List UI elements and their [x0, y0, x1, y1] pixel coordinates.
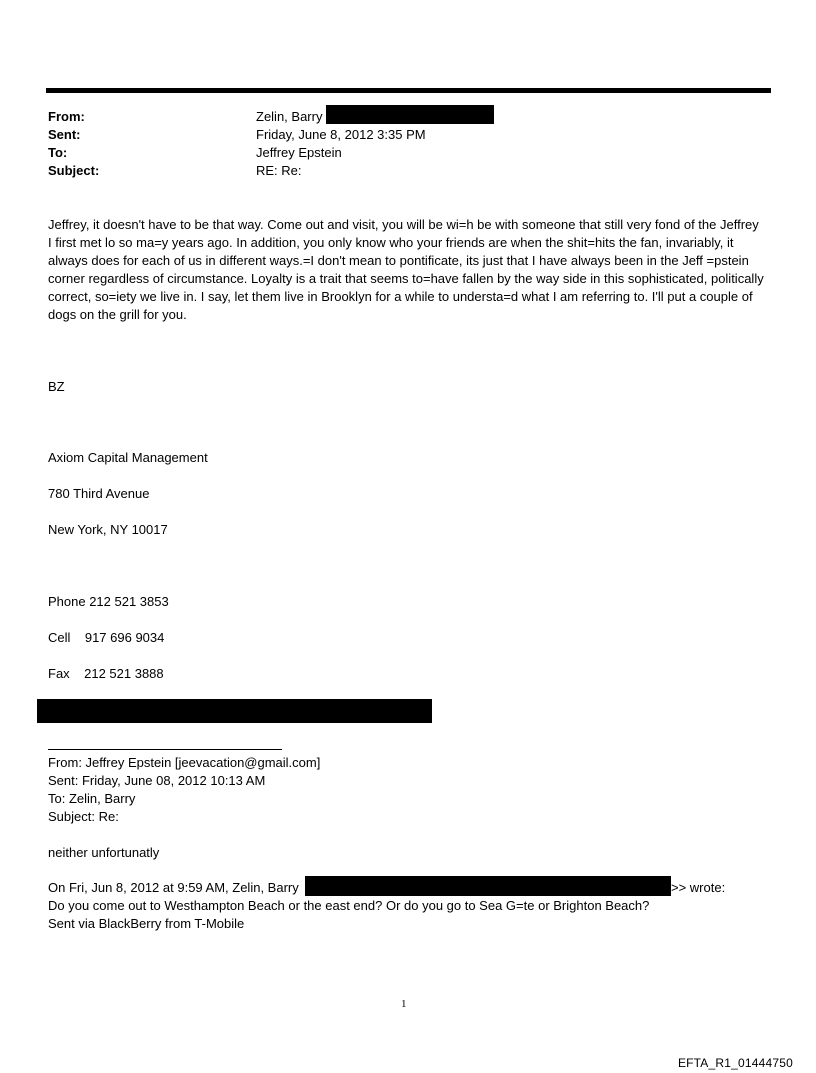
cell-number: Cell 917 696 9034: [48, 630, 165, 645]
to-row: [48, 144, 342, 162]
subject-row: [48, 162, 302, 180]
quoted-sent: Sent: Friday, June 08, 2012 10:13 AM: [48, 773, 266, 788]
message-body: Jeffrey, it doesn't have to be that way. Come out and visit, you will be wi=h be with someone that still very fond of the Jeffrey I first met lo so ma=y years ago. In addition, you only know who your friends are when the shit=hits the fan, invariably, it always does for each of us in different ways.=I don't mean to pontificate, its just that I have always been in the Jeff =pstein corner regardless of circumstance. Loyalty is a trait that seems to=have fallen by the way side in this sophisticated, politically correct, so=iety we live in. I say, let them live in Brooklyn for a while to understa=d what I am referring to. I'll put a couple of dogs on the grill for you.: [48, 217, 764, 322]
quoted-separator: [48, 749, 282, 750]
quoted-from: From: Jeffrey Epstein [jeevacation@gmail.com]: [48, 755, 321, 770]
quoted-reply: neither unfortunatly: [48, 845, 160, 860]
phone-number: Phone 212 521 3853: [48, 594, 169, 609]
wrote-prefix: On Fri, Jun 8, 2012 at 9:59 AM, Zelin, Barry: [48, 880, 299, 895]
fax-number: Fax 212 521 3888: [48, 666, 164, 681]
sent-value: Friday, June 8, 2012 3:35 PM: [256, 127, 426, 142]
signoff: BZ: [48, 379, 65, 394]
subject-value: RE: Re:: [256, 163, 302, 178]
address-line-1: 780 Third Avenue: [48, 486, 150, 501]
sent-row: [48, 126, 426, 144]
redaction-block: [305, 876, 671, 896]
quoted-to: To: Zelin, Barry: [48, 791, 136, 806]
document-id: EFTA_R1_01444750: [677, 1056, 793, 1070]
original-question: Do you come out to Westhampton Beach or the east end? Or do you go to Sea G=te or Brighton Beach?: [48, 898, 650, 913]
redaction-block: [326, 105, 494, 124]
subject-label: Subject:: [48, 163, 100, 178]
page-number: 1: [401, 998, 407, 1010]
address-line-2: New York, NY 10017: [48, 522, 168, 537]
sent-label: Sent:: [48, 127, 81, 142]
redaction-block: [37, 699, 432, 723]
wrote-suffix: >> wrote:: [671, 880, 726, 895]
quoted-subject: Subject: Re:: [48, 809, 119, 824]
to-label: To:: [48, 145, 68, 160]
company-name: Axiom Capital Management: [48, 450, 208, 465]
sent-via: Sent via BlackBerry from T-Mobile: [48, 916, 245, 931]
from-label: From:: [48, 109, 85, 124]
from-row: [48, 108, 322, 126]
header-rule: [46, 88, 771, 93]
from-value: Zelin, Barry: [256, 109, 323, 124]
to-value: Jeffrey Epstein: [256, 145, 342, 160]
